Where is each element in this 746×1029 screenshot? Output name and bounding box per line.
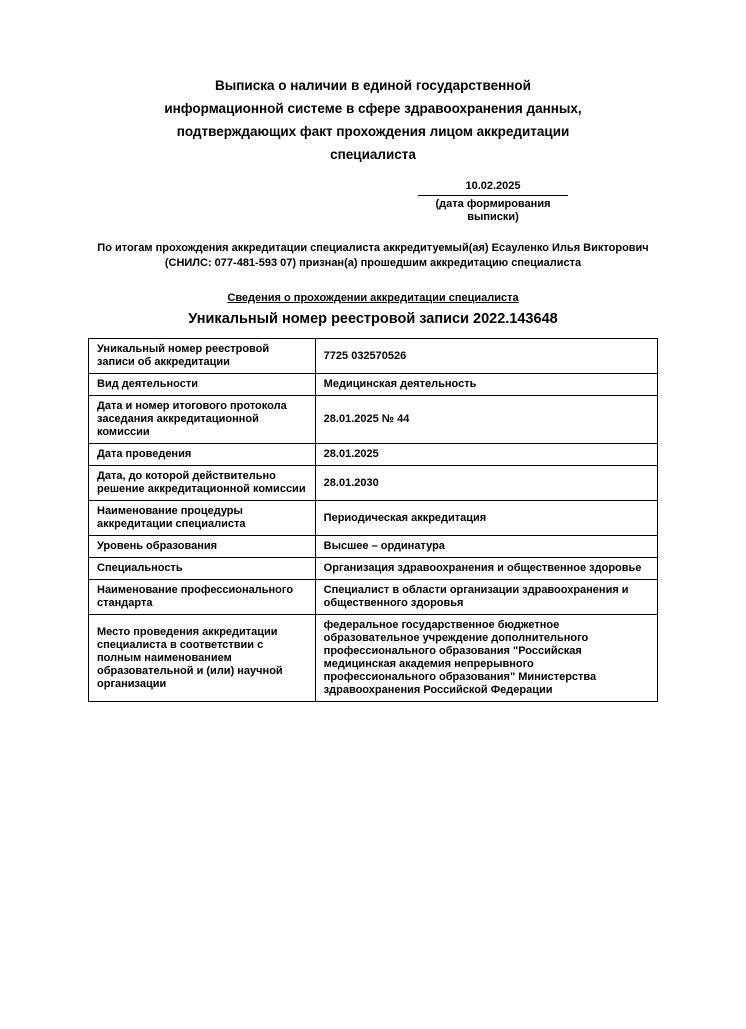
table-row (89, 339, 658, 374)
issue-date-block (418, 180, 568, 224)
table-row (89, 580, 658, 615)
row-value: Периодическая аккредитация (315, 501, 657, 536)
row-value: 28.01.2025 № 44 (315, 396, 657, 444)
table-row (89, 615, 658, 702)
row-value: 28.01.2030 (315, 466, 657, 501)
accreditation-table (88, 338, 658, 702)
row-label: Вид деятельности (89, 374, 316, 396)
row-label: Дата проведения (89, 444, 316, 466)
row-value: Высшее – ординатура (315, 536, 657, 558)
issue-date-caption: (дата формирования выписки) (435, 198, 551, 223)
issue-date-value: 10.02.2025 (418, 180, 568, 196)
table-row (89, 501, 658, 536)
row-label: Наименование процедуры аккредитации специалиста (89, 501, 316, 536)
row-label: Специальность (89, 558, 316, 580)
section-heading: Сведения о прохождении аккредитации специалиста (227, 292, 519, 304)
row-value: 7725 032570526 (315, 339, 657, 374)
intro-paragraph: По итогам прохождения аккредитации специалиста аккредитуемый(ая) Есауленко Илья Викторович (СНИЛС: 077-481-593 07) признан(а) прошедшим аккредитацию специалиста (97, 242, 649, 269)
row-label: Уровень образования (89, 536, 316, 558)
row-value: 28.01.2025 (315, 444, 657, 466)
table-row (89, 466, 658, 501)
row-label: Дата, до которой действительно решение аккредитационной комиссии (89, 466, 316, 501)
document-title: Выписка о наличии в единой государственной информационной системе в сфере здравоохранения данных, подтверждающих факт прохождения лицом аккредитации специалиста (164, 78, 582, 162)
row-value: Медицинская деятельность (315, 374, 657, 396)
table-row (89, 536, 658, 558)
row-label: Наименование профессионального стандарта (89, 580, 316, 615)
document-content (88, 0, 658, 702)
registry-number-heading: Уникальный номер реестровой записи 2022.143648 (188, 311, 558, 327)
row-value: федеральное государственное бюджетное образовательное учреждение дополнительного профессионального образования "Российская медицинская академия непрерывного профессионального образования" Министерства здравоохранения Российской Федерации (315, 615, 657, 702)
row-label: Уникальный номер реестровой записи об аккредитации (89, 339, 316, 374)
row-label: Дата и номер итогового протокола заседания аккредитационной комиссии (89, 396, 316, 444)
row-label: Место проведения аккредитации специалиста в соответствии с полным наименованием образовательной и (или) научной организации (89, 615, 316, 702)
table-row (89, 444, 658, 466)
table-row (89, 396, 658, 444)
row-value: Организация здравоохранения и общественное здоровье (315, 558, 657, 580)
table-row (89, 374, 658, 396)
table-row (89, 558, 658, 580)
row-value: Специалист в области организации здравоохранения и общественного здоровья (315, 580, 657, 615)
